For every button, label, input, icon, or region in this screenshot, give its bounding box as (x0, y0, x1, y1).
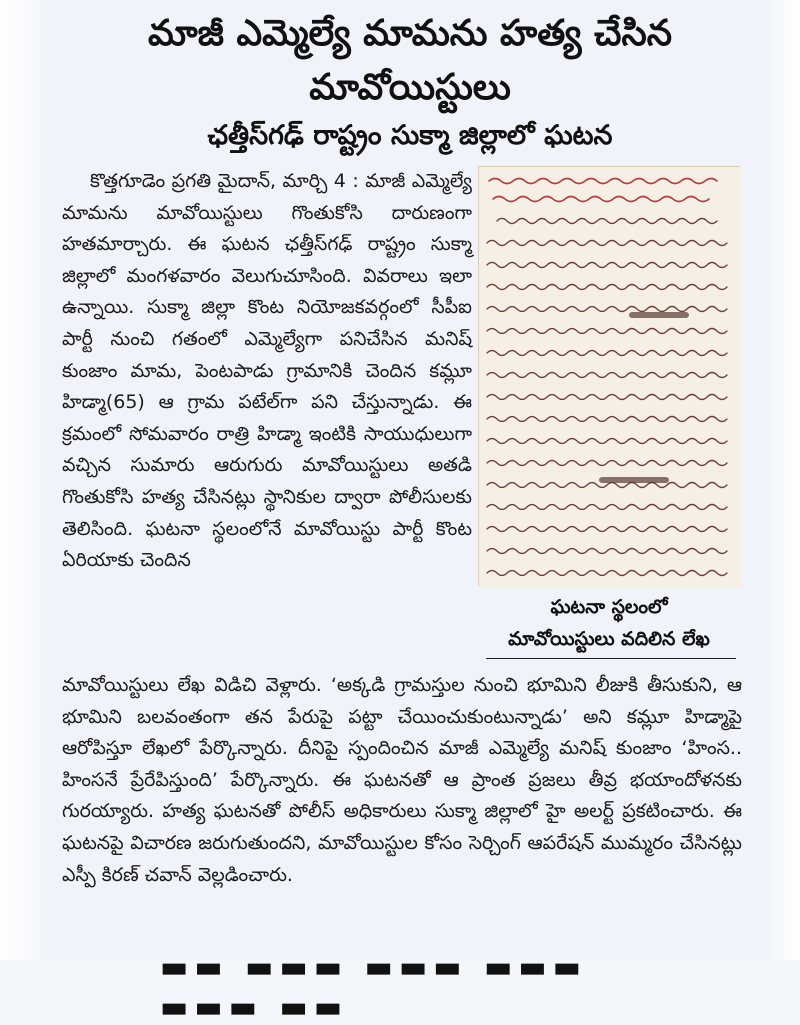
article-body-column-text: కొత్తగూడెం ప్రగతి మైదాన్, మార్చి 4 : మాజీ ఎమ్మెల్యే మామను మావోయిస్టులు గొంతుకోసి దారుణంగా హతమార్చారు. ఈ ఘటన ఛత్తీస్‌గఢ్ రాష్ట్రం సుక్మా జిల్లాలో మంగళవారం వెలుగుచూసింది. వివరాలు ఇలా ఉన్నాయి. సుక్మా జిల్లా కొంట నియోజకవర్గంలో సీపీఐ పార్టీ నుంచి గతంలో ఎమ్మెల్యేగా పనిచేసిన మనిష్ కుంజాం మామ, పెంటపాడు గ్రామానికి చెందిన కమ్లూ హిడ్మా(65) ఆ గ్రామ పటేల్‌గా పని చేస్తున్నాడు. ఈ క్రమంలో సోమవారం రాత్రి హిడ్మా ఇంటికి సాయుధులుగా వచ్చిన సుమారు ఆరుగురు మావోయిస్టులు అతడి గొంతుకోసి హత్య చేసినట్లు స్థానికుల ద్వారా పోలీసులకు తెలిసింది. ఘటనా స్థలంలోనే మావోయిస్టు పార్టీ కొంట ఏరియాకు చెందిన (62, 170, 472, 572)
page-margin-right (760, 0, 800, 960)
headline-line-1: మాజీ ఎమ్మెల్యే మామను హత్య చేసిన (147, 13, 672, 54)
subheadline: ఛత్తీస్‌గఢ్ రాష్ట్రం సుక్మా జిల్లాలో ఘటన (207, 120, 613, 151)
next-article-headline-cropped: ▬▬ ▬▬▬ ▬▬▬ ▬▬▬ ▬▬▬ ▬▬ (160, 950, 588, 1025)
article-body-column (62, 166, 472, 577)
handwritten-letter-image (479, 167, 741, 587)
caption-divider (486, 658, 736, 659)
photo-caption-line-1: ఘటనా స్థలంలో (550, 596, 668, 618)
article-body-full-width: మావోయిస్టులు లేఖ విడిచి వెళ్లారు. ‘అక్కడి గ్రామస్తుల నుంచి భూమిని లీజుకి తీసుకుని, ఆ భూమిని బలవంతంగా తన పేరుపై పట్టా చేయించుకుంటున్నాడు’ అని కమ్లూ హిడ్మాపై ఆరోపిస్తూ లేఖలో పేర్కొన్నారు. దీనిపై స్పందించిన మాజీ ఎమ్మెల్యే మనిష్ కుంజాం ‘హింస.. హింసనే ప్రేరేపిస్తుంది’ పేర్కొన్నారు. ఈ ఘటనతో ఆ ప్రాంత ప్రజలు తీవ్ర భయాందోళనకు గురయ్యారు. హత్య ఘటనతో పోలీస్ అధికారులు సుక్మా జిల్లాలో హై అలర్ట్ ప్రకటించారు. ఈ ఘటనపై విచారణ జరుగుతుందని, మావోయిస్టుల కోసం సెర్చింగ్ ఆపరేషన్ ముమ్మరం చేసినట్లు ఎస్పీ కిరణ్ చవాన్ వెల్లడించారు. (62, 674, 742, 886)
headline-line-2: మావోయిస్టులు (309, 67, 511, 108)
photo-caption-line-2: మావోయిస్టులు వదిలిన లేఖ (508, 628, 710, 650)
page-margin-left (0, 0, 52, 960)
letter-photo (478, 166, 740, 586)
